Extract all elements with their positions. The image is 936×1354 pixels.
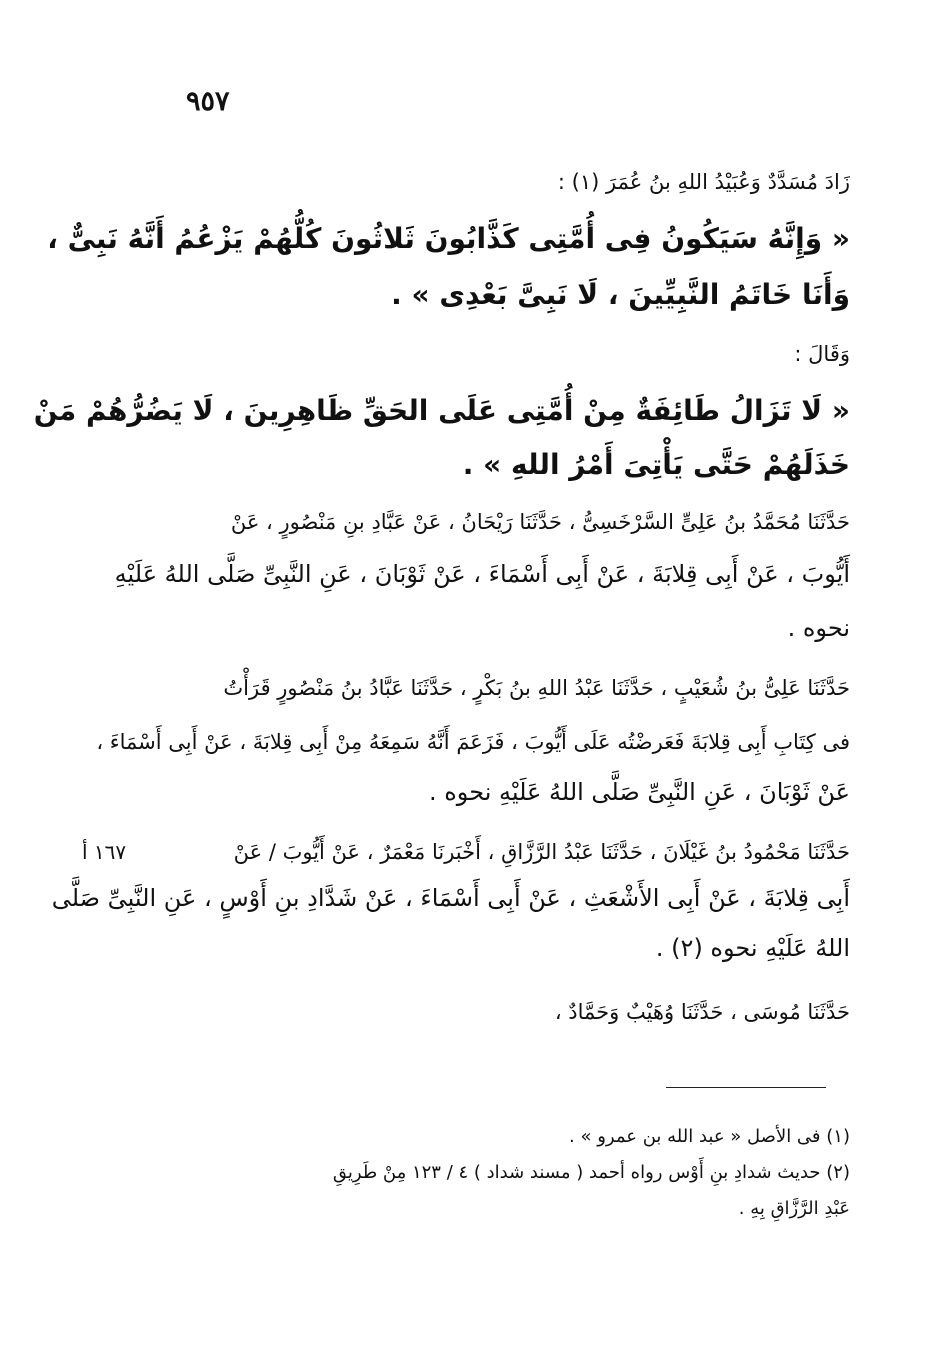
text-line-11: فى كِتَابِ أَبِى قِلابَةَ فَعَرضْتُه عَلَى أَيُّوبَ ، فَزَعَمَ أَنَّهُ سَمِعَهُ مِنْ أَبِى قِلابَةَ ، عَنْ أَبِى أَسْمَاءَ ، <box>96 730 850 754</box>
text-line-15: اللهُ عَلَيْهِ نحوه (٢) . <box>655 934 850 962</box>
text-line-1: زَادَ مُسَدَّدٌ وَعُبَيْدُ اللهِ بنُ عُمَرَ (١) : <box>557 170 850 194</box>
text-line-13: حَدَّثَنَا مَحْمُودُ بنُ غَيْلَانَ ، حَدَّثَنَا عَبْدُ الرَّزَّاقِ ، أَخْبَرنَا مَعْمَرٌ ، عَنْ أَيُّوبَ / عَنْ <box>233 840 850 864</box>
manuscript-folio-marker: ١٦٧ أ <box>82 840 127 864</box>
text-line-10: حَدَّثَنَا عَلِىُّ بنُ شُعَيْبٍ ، حَدَّثَنَا عَبْدُ اللهِ بنُ بَكْرٍ ، حَدَّثَنَا عَبَّادُ بنُ مَنْصُورٍ قَرَأْتُ <box>223 676 850 700</box>
footnote-separator <box>666 1087 826 1088</box>
text-line-4: وَقَالَ : <box>794 342 850 366</box>
text-line-9: نحوه . <box>787 614 850 642</box>
text-line-8: أَيُّوبَ ، عَنْ أَبِى قِلابَةَ ، عَنْ أَبِى أَسْمَاءَ ، عَنْ ثَوْبَانَ ، عَنِ النَّبِىِّ صَلَّى اللهُ عَلَيْهِ <box>114 560 850 588</box>
footnote-1: (١) فى الأصل « عبد الله بن عمرو » . <box>569 1126 850 1147</box>
text-line-16: حَدَّثَنَا مُوسَى ، حَدَّثَنَا وُهَيْبٌ وَحَمَّادٌ ، <box>554 1000 850 1024</box>
text-line-14: أَبِى قِلابَةَ ، عَنْ أَبِى الأَشْعَثِ ، عَنْ أَبِى أَسْمَاءَ ، عَنْ شَدَّادِ بنِ أَوْسٍ ، عَنِ النَّبِىِّ صَلَّى <box>51 884 850 912</box>
text-line-3: وَأَنَا خَاتَمُ النَّبِيِّينَ ، لَا نَبِىَّ بَعْدِى » . <box>391 278 850 311</box>
page-number: ٩٥٧ <box>186 86 230 117</box>
text-line-6: خَذَلَهُمْ حَتَّى يَأْتِىَ أَمْرُ اللهِ » . <box>462 448 850 481</box>
text-line-5: « لَا تَزَالُ طَائِفَةٌ مِنْ أُمَّتِى عَلَى الحَقِّ ظَاهِرِينَ ، لَا يَضُرُّهُمْ مَنْ <box>33 394 850 427</box>
footnote-2-line-2: عَبْدِ الرَّزَّاقِ بِهِ . <box>738 1198 850 1219</box>
text-line-7: حَدَّثَنَا مُحَمَّدُ بنُ عَلِىٍّ السَّرْخَسِىُّ ، حَدَّثَنَا رَيْحَانُ ، عَنْ عَبَّادِ بنِ مَنْصُورٍ ، عَنْ <box>230 510 850 534</box>
text-line-12: عَنْ ثَوْبَانَ ، عَنِ النَّبِىِّ صَلَّى اللهُ عَلَيْهِ نحوه . <box>428 778 850 806</box>
text-line-2: « وَإِنَّهُ سَيَكُونُ فِى أُمَّتِى كَذَّابُونَ ثَلاثُونَ كُلُّهُمْ يَزْعُمُ أَنَّهُ نَبِىٌّ ، <box>47 222 850 255</box>
footnote-2-line-1: (٢) حديث شدادِ بنِ أَوْس رواه أحمد ( مسند شداد ) ٤ / ١٢٣ مِنْ طَرِيقِ <box>332 1162 850 1183</box>
